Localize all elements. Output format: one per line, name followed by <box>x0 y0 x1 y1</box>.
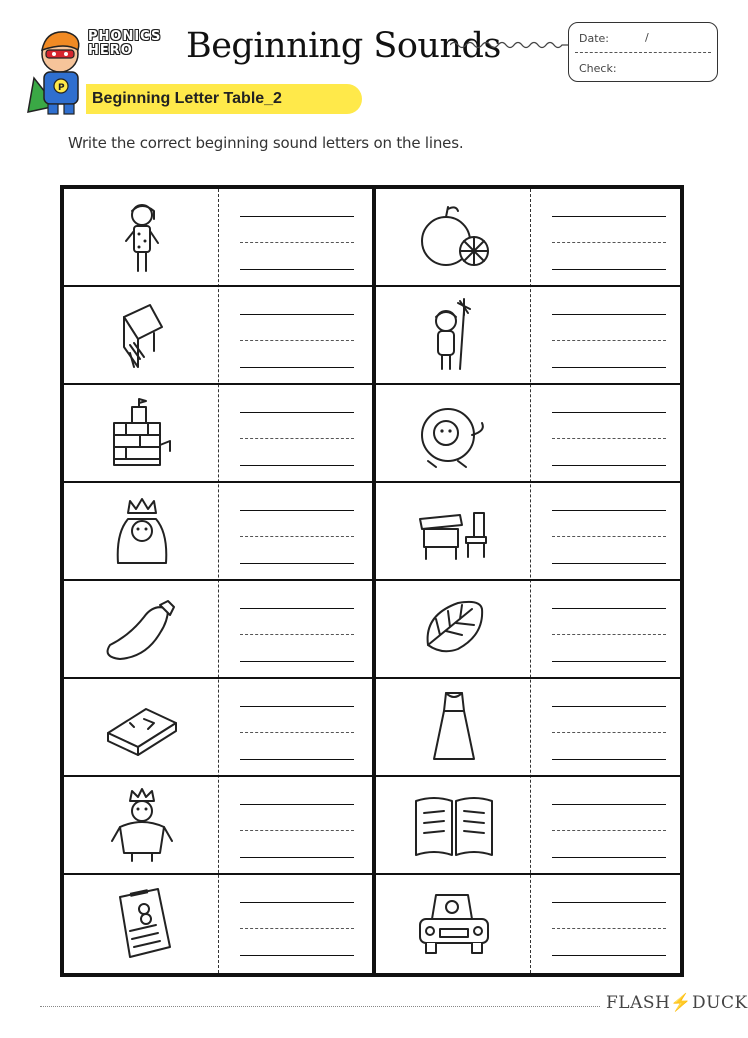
answer-line[interactable] <box>552 510 666 511</box>
table-cell <box>376 385 678 481</box>
answer-baseline[interactable] <box>240 955 354 956</box>
answer-baseline[interactable] <box>240 857 354 858</box>
brand-line-1: PHONICS <box>88 29 162 44</box>
subtitle-banner: Beginning Letter Table_2 <box>86 84 362 114</box>
guide-line <box>552 340 666 341</box>
calendar-icon <box>94 885 190 961</box>
guide-line <box>240 438 354 439</box>
footer-divider <box>40 1006 600 1007</box>
answer-line[interactable] <box>240 706 354 707</box>
answer-baseline[interactable] <box>240 465 354 466</box>
guide-line <box>240 928 354 929</box>
sandbox-icon <box>94 689 190 765</box>
eggplant-icon <box>94 591 190 667</box>
svg-text:P: P <box>58 83 65 93</box>
king-icon <box>94 787 190 863</box>
logo-right: DUCK <box>692 993 748 1013</box>
table-cell <box>64 189 366 285</box>
answer-baseline[interactable] <box>240 367 354 368</box>
answer-line[interactable] <box>240 804 354 805</box>
leaf-icon <box>406 591 502 667</box>
answer-line[interactable] <box>552 902 666 903</box>
answer-line[interactable] <box>240 902 354 903</box>
check-label: Check: <box>579 62 617 75</box>
answer-line[interactable] <box>552 216 666 217</box>
table-cell <box>376 679 678 775</box>
answer-line[interactable] <box>240 608 354 609</box>
table-cell <box>64 777 366 873</box>
answer-baseline[interactable] <box>552 563 666 564</box>
guide-line <box>552 928 666 929</box>
answer-baseline[interactable] <box>552 661 666 662</box>
answer-baseline[interactable] <box>552 759 666 760</box>
guide-line <box>240 732 354 733</box>
guide-line <box>552 536 666 537</box>
table-cell <box>64 581 366 677</box>
answer-baseline[interactable] <box>240 563 354 564</box>
taxi-icon <box>406 885 502 961</box>
answer-baseline[interactable] <box>552 367 666 368</box>
answer-baseline[interactable] <box>552 465 666 466</box>
worksheet-table <box>60 185 684 977</box>
girl-icon <box>94 199 190 275</box>
answer-line[interactable] <box>240 314 354 315</box>
guide-line <box>240 536 354 537</box>
guide-line <box>552 242 666 243</box>
answer-baseline[interactable] <box>240 661 354 662</box>
lion-icon <box>406 395 502 471</box>
date-separator: / <box>645 31 649 44</box>
guide-line <box>552 732 666 733</box>
book-icon <box>406 787 502 863</box>
piano-icon <box>94 297 190 373</box>
guide-line <box>552 438 666 439</box>
date-label: Date: <box>579 32 609 45</box>
answer-baseline[interactable] <box>240 759 354 760</box>
answer-line[interactable] <box>552 706 666 707</box>
date-check-box <box>568 22 718 82</box>
table-cell <box>376 483 678 579</box>
table-cell <box>376 189 678 285</box>
answer-baseline[interactable] <box>240 269 354 270</box>
guide-line <box>552 830 666 831</box>
desk-icon <box>406 493 502 569</box>
table-cell <box>64 483 366 579</box>
dress-icon <box>406 689 502 765</box>
footer-logo-text <box>606 993 748 1013</box>
table-cell <box>376 287 678 383</box>
brand-logo <box>88 30 180 70</box>
page-title: Beginning Sounds <box>186 26 501 66</box>
guide-line <box>240 830 354 831</box>
mascot-icon <box>26 20 92 116</box>
answer-line[interactable] <box>552 314 666 315</box>
table-cell <box>376 875 678 971</box>
footer-logo <box>606 993 748 1023</box>
brand-line-2: HERO <box>88 43 133 58</box>
answer-line[interactable] <box>552 412 666 413</box>
answer-line[interactable] <box>240 412 354 413</box>
answer-line[interactable] <box>240 510 354 511</box>
guide-line <box>240 634 354 635</box>
answer-line[interactable] <box>552 804 666 805</box>
answer-baseline[interactable] <box>552 269 666 270</box>
guide-line <box>240 340 354 341</box>
squiggle-decoration <box>450 38 568 52</box>
table-cell <box>64 875 366 971</box>
table-cell <box>376 581 678 677</box>
table-cell <box>64 679 366 775</box>
guide-line <box>552 634 666 635</box>
sweep-icon <box>406 297 502 373</box>
instruction-text: Write the correct beginning sound letters on the lines. <box>68 134 464 152</box>
logo-left: FLASH <box>606 993 671 1013</box>
queen-icon <box>94 493 190 569</box>
orange-icon <box>406 199 502 275</box>
answer-baseline[interactable] <box>552 955 666 956</box>
date-divider <box>575 52 711 53</box>
guide-line <box>240 242 354 243</box>
table-cell <box>64 287 366 383</box>
table-cell <box>376 777 678 873</box>
table-cell <box>64 385 366 481</box>
lightning-icon: ⚡ <box>670 993 693 1013</box>
answer-line[interactable] <box>552 608 666 609</box>
answer-baseline[interactable] <box>552 857 666 858</box>
answer-line[interactable] <box>240 216 354 217</box>
castle-icon <box>94 395 190 471</box>
